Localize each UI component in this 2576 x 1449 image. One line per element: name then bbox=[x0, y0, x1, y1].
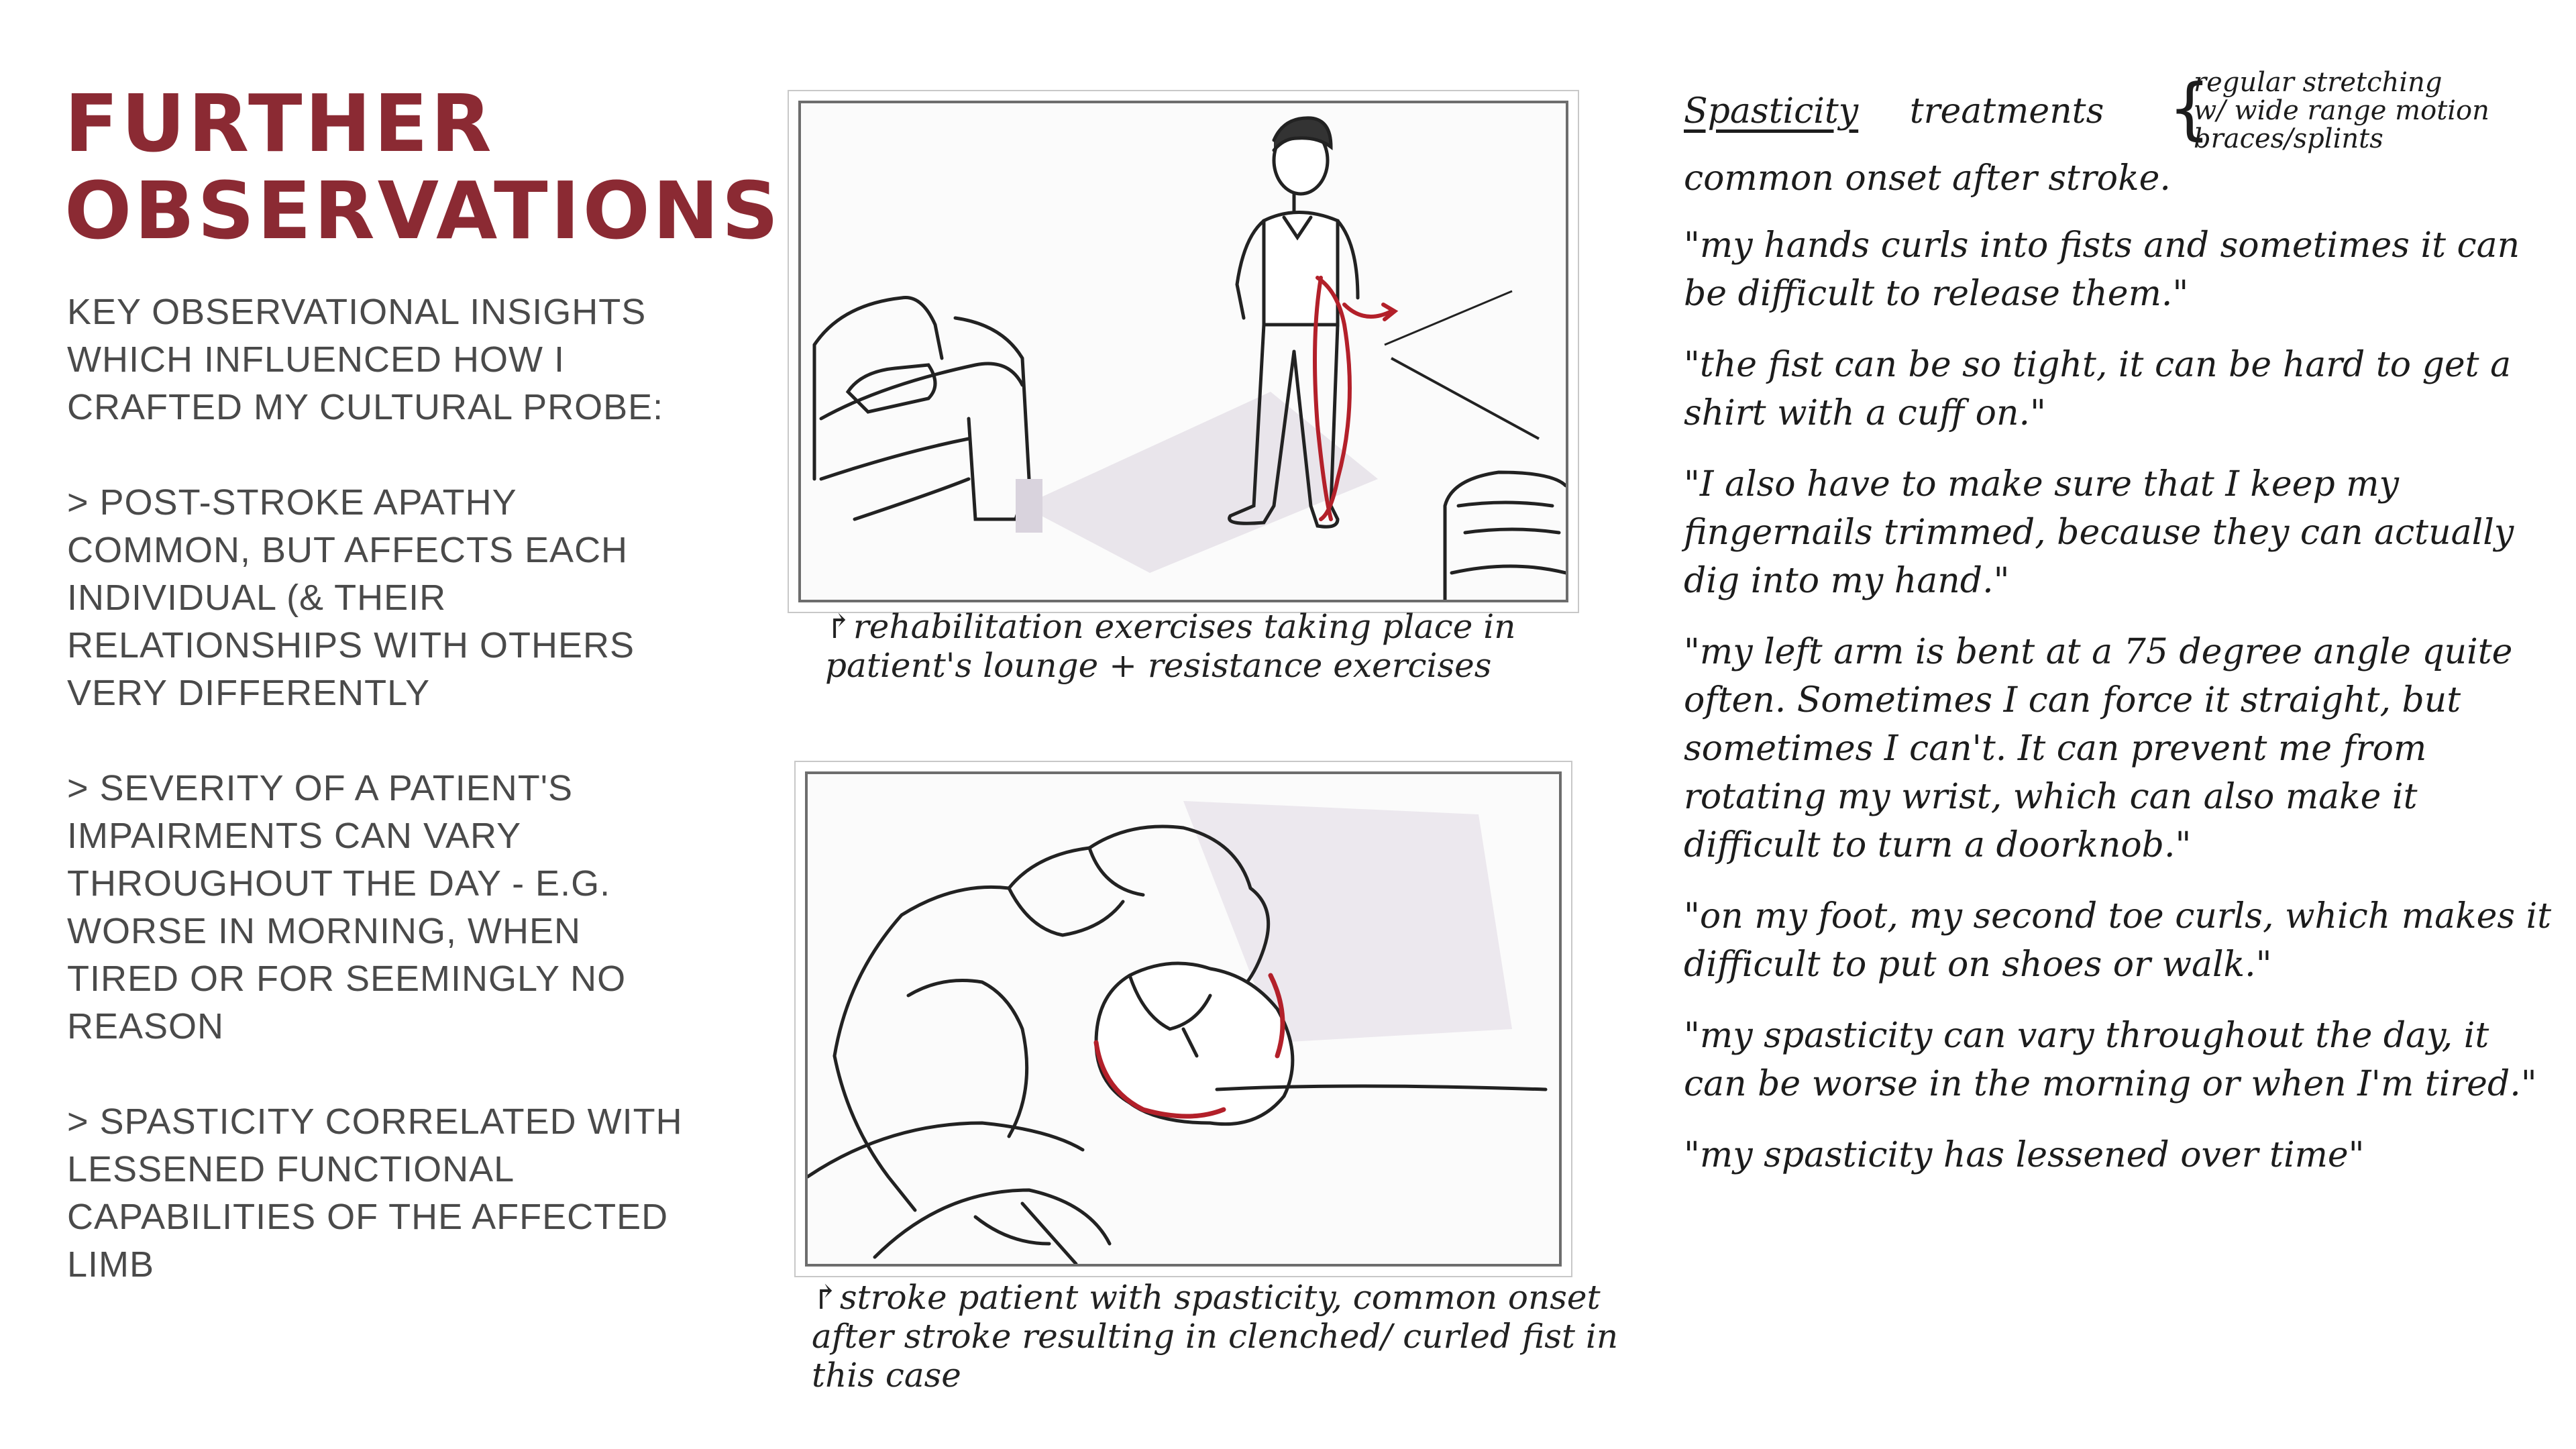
patient-quote: "my spasticity has lessened over time" bbox=[1684, 1135, 2365, 1175]
treatment-item: braces/splints bbox=[2194, 123, 2383, 154]
clenched-fist-drawing bbox=[808, 774, 1559, 1264]
page-title bbox=[64, 77, 782, 257]
insights-intro: KEY OBSERVATIONAL INSIGHTS WHICH INFLUENCED HOW I CRAFTED MY CULTURAL PROBE: bbox=[67, 292, 664, 427]
patient-quote: "my hands curls into fists and sometimes it can be difficult to release them." bbox=[1684, 225, 2520, 314]
onset-note: common onset after stroke. bbox=[1684, 158, 2171, 199]
notes-heading bbox=[1684, 67, 2556, 154]
treatment-item: regular stretching bbox=[2194, 67, 2443, 98]
armchair-left bbox=[814, 298, 1042, 533]
title-line-1: FURTHER bbox=[64, 77, 494, 170]
patient-quote: "on my foot, my second toe curls, which makes it difficult to put on shoes or walk." bbox=[1684, 896, 2552, 985]
sketch-2-caption bbox=[812, 1278, 1644, 1395]
spasticity-notes bbox=[1684, 67, 2556, 1202]
insight-point-2: > SEVERITY OF A PATIENT'S IMPAIRMENTS CAN VARY THROUGHOUT THE DAY - E.G. WORSE IN MORNING, WHEN TIRED OR FOR SEEMINGLY NO REASON bbox=[67, 768, 627, 1046]
insight-point-1: > POST-STROKE APATHY COMMON, BUT AFFECTS EACH INDIVIDUAL (& THEIR RELATIONSHIPS WITH OTHERS VERY DIFFERENTLY bbox=[67, 482, 635, 713]
sketch-rehab-lounge bbox=[798, 101, 1568, 602]
patient-quote: "the fist can be so tight, it can be hard to get a shirt with a cuff on." bbox=[1684, 345, 2512, 433]
treatment-item: w/ wide range motion bbox=[2194, 95, 2489, 126]
title-line-2: OBSERVATIONS bbox=[64, 164, 782, 257]
sketch-1-caption bbox=[825, 607, 1650, 685]
brace-glyph: { bbox=[2168, 69, 2211, 148]
sketch-clenched-fist bbox=[805, 771, 1562, 1267]
rehab-lounge-drawing bbox=[801, 103, 1566, 600]
sketch-2-caption-text: ↱stroke patient with spasticity, common onset after stroke resulting in clenched/ curled fist in this case bbox=[812, 1278, 1619, 1395]
insights-block bbox=[67, 288, 698, 1289]
insight-point-3: > SPASTICITY CORRELATED WITH LESSENED FUNCTIONAL CAPABILITIES OF THE AFFECTED LIMB bbox=[67, 1102, 683, 1285]
patient-quote: "my spasticity can vary throughout the day, it can be worse in the morning or when I'm tired." bbox=[1684, 1016, 2537, 1104]
spasticity-term: Spasticity bbox=[1684, 91, 1859, 131]
patient-quote: "I also have to make sure that I keep my fingernails trimmed, because they can actually dig into my hand." bbox=[1684, 464, 2514, 601]
armchair-right bbox=[1445, 472, 1566, 600]
patient-quote: "my left arm is bent at a 75 degree angle quite often. Sometimes I can force it straight, but sometimes I can't. It can prevent me from rotating my wrist, which can also make it difficult to turn a doorknob." bbox=[1684, 632, 2513, 865]
treatments-list bbox=[2168, 67, 2489, 154]
treatments-label: treatments bbox=[1909, 91, 2104, 131]
sketch-1-caption-text: ↱rehabilitation exercises taking place in patient's lounge + resistance exercises bbox=[825, 607, 1516, 685]
